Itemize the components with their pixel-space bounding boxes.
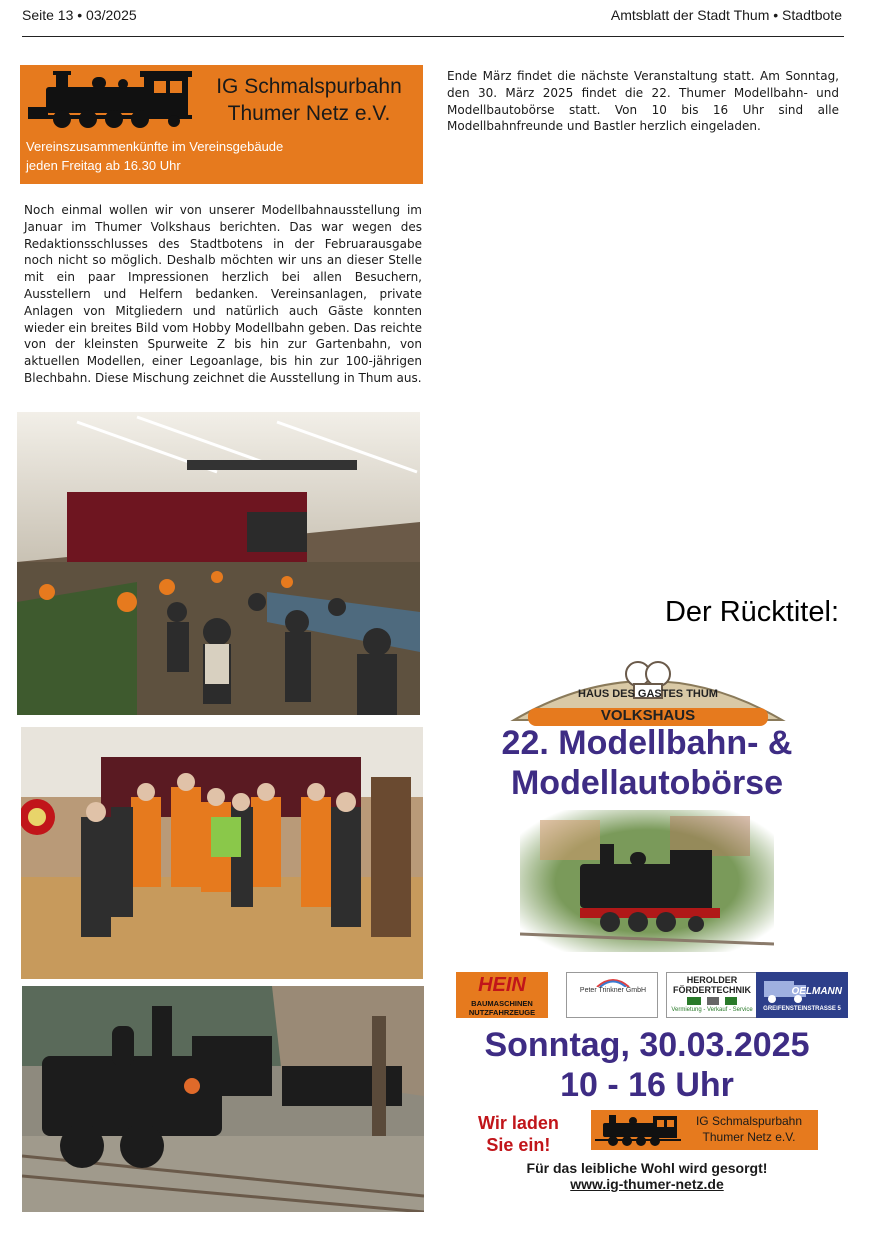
locomotive-icon xyxy=(26,69,194,131)
herolder-name xyxy=(667,975,757,995)
venue-top-text: HAUS DES GASTES THUM xyxy=(578,688,718,700)
poster-title-line2: Modellautobörse xyxy=(510,764,784,802)
team-group-photo xyxy=(21,727,423,979)
sponsor-trinkner xyxy=(566,972,658,1018)
herolder-line2: FÖRDERTECHNIK xyxy=(673,985,751,995)
sponsor-herolder xyxy=(666,972,758,1018)
club-banner xyxy=(20,65,423,184)
poster-club-banner xyxy=(591,1110,818,1150)
poster-club-line1: IG Schmalspurbahn xyxy=(695,1114,803,1128)
rainbow-arc-icon xyxy=(567,973,658,987)
sponsor-hein xyxy=(456,972,548,1018)
sponsor-logos xyxy=(454,970,840,1018)
exhibition-hall-photo xyxy=(17,412,420,715)
back-cover-heading: Der Rücktitel: xyxy=(664,596,839,628)
website-link[interactable]: www.ig-thumer-netz.de xyxy=(570,1176,724,1192)
event-time: 10 - 16 Uhr xyxy=(560,1066,734,1104)
hein-sub2: NUTZFAHRZEUGE xyxy=(468,1008,536,1017)
oelmann-name: OELMANN xyxy=(791,986,842,997)
forklift-icon xyxy=(667,995,757,1007)
publication-title: Amtsblatt der Stadt Thum • Stadtbote xyxy=(610,7,842,23)
event-poster xyxy=(448,640,846,1196)
oelmann-address: GREIFENSTEINSTRASSE 5 xyxy=(763,1006,841,1012)
header-divider xyxy=(22,36,844,37)
club-name xyxy=(198,73,420,127)
article-text: Noch einmal wollen wir von unserer Modellbahnausstellung im Januar im Thumer Volkshaus berichten. Das war wegen des Redaktionsschlusses des Stadtbotens in der Februarausgabe noch nicht so möglich. Deshalb möchten wir uns an dieser Stelle mit ein paar Impressionen herzlich bei allen Besuchern, Ausstellern und Helfern bedanken. Vereinsanlagen, private Anlagen von Mitgliedern und natürlich auch Gäste konnten wieder ein breites Bild vom Hobby Modellbahn geben. Das reichte von der kleinsten Spurweite Z bis hin zur Gartenbahn, von aktuellen Modellen, einer Legoanlage, bis hin zur 100-jährigen Blechbahn. Diese Mischung zeichnet die Ausstellung in Thum aus. xyxy=(24,203,422,385)
hein-sub1: BAUMASCHINEN xyxy=(471,999,533,1008)
hein-subtitle xyxy=(456,999,548,1017)
club-name-line2: Thumer Netz e.V. xyxy=(227,102,391,125)
invitation-line1: Wir laden xyxy=(478,1113,559,1133)
trinkner-name: Peter Trinkner GmbH xyxy=(579,987,647,994)
club-info-line1: Vereinszusammenkünfte im Vereinsgebäude xyxy=(26,139,284,154)
event-notice: Ende März findet die nächste Veranstaltung statt. Am Sonntag, den 30. März 2025 findet die 22. Thumer Modellbahn- und Modellbautobörse statt. Von 10 bis 16 Uhr sind alle Modellbahnfreunde und Bastler herzlich eingeladen. xyxy=(447,69,839,134)
poster-locomotive-photo xyxy=(520,810,774,952)
model-locomotives-photo xyxy=(22,986,424,1212)
hein-name: HEIN xyxy=(478,974,526,996)
poster-club-name xyxy=(683,1113,815,1145)
catering-note: Für das leibliche Wohl wird gesorgt! xyxy=(526,1160,768,1176)
poster-title-line1: 22. Modellbahn- & xyxy=(501,724,793,762)
sponsor-oelmann xyxy=(756,972,848,1018)
page-number: Seite 13 • 03/2025 xyxy=(22,7,137,23)
herolder-line1: HEROLDER xyxy=(686,975,738,985)
invitation-line2: Sie ein! xyxy=(486,1135,551,1155)
venue-name: VOLKSHAUS xyxy=(600,707,696,724)
invitation-text xyxy=(478,1112,559,1156)
club-name-line1: IG Schmalspurbahn xyxy=(216,75,402,98)
locomotive-icon xyxy=(595,1113,681,1147)
club-info-line2: jeden Freitag ab 16.30 Uhr xyxy=(26,158,181,173)
club-meeting-info xyxy=(26,137,283,175)
event-date: Sonntag, 30.03.2025 xyxy=(484,1026,810,1064)
herolder-subtitle: Vermietung - Verkauf - Service xyxy=(671,1007,753,1013)
poster-club-line2: Thumer Netz e.V. xyxy=(702,1130,796,1144)
